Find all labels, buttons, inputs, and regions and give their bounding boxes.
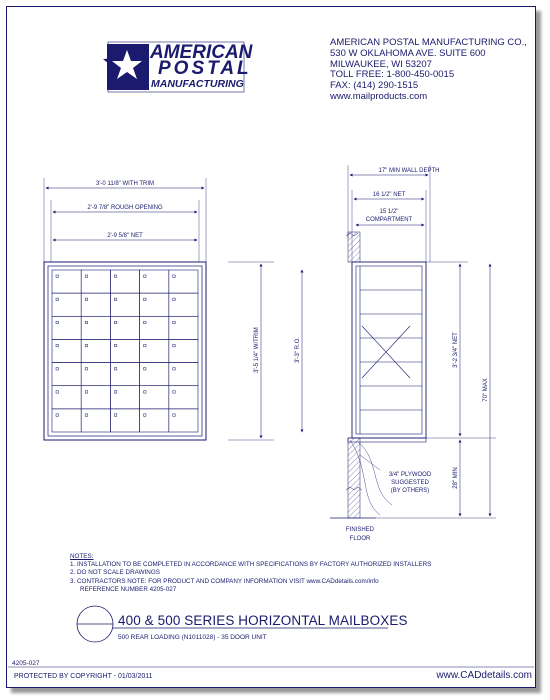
mailbox-door [110, 363, 139, 386]
finished-floor-line1: FINISHED [345, 527, 375, 533]
side-view [330, 165, 496, 518]
door-lock-icon [56, 275, 58, 277]
plywood-note-line1: 3/4" PLYWOOD [388, 472, 432, 478]
mailbox-door [169, 363, 198, 386]
mailbox-door [110, 386, 139, 409]
mailbox-door [52, 293, 81, 316]
caddetails-website[interactable]: www.CADdetails.com [436, 670, 532, 681]
note-item-2: 2. DO NOT SCALE DRAWINGS [70, 569, 160, 577]
door-lock-icon [144, 414, 146, 416]
dim-rough-opening: 2'-9 7/8" ROUGH OPENING [87, 205, 163, 211]
door-lock-icon [173, 275, 175, 277]
door-lock-icon [173, 321, 175, 323]
door-lock-icon [144, 344, 146, 346]
door-lock-icon [144, 298, 146, 300]
mailbox-door [110, 270, 139, 293]
door-lock-icon [173, 298, 175, 300]
company-website[interactable]: www.mailproducts.com [330, 90, 428, 102]
door-lock-icon [144, 391, 146, 393]
door-lock-icon [114, 414, 116, 416]
door-lock-icon [173, 368, 175, 370]
mailbox-door [140, 293, 169, 316]
door-lock-icon [56, 298, 58, 300]
dim-compartment-label: COMPARTMENT [365, 217, 413, 223]
door-lock-icon [56, 368, 58, 370]
door-lock-icon [85, 368, 87, 370]
logo-line-american: AMERICAN [150, 42, 253, 63]
mailbox-door [169, 270, 198, 293]
mailbox-door [52, 316, 81, 339]
mailbox-door [140, 270, 169, 293]
drawing-subtitle: 500 REAR LOADING (N1011028) - 35 DOOR UNIT [118, 634, 267, 641]
dim-rough-opening-height: 3'-3" R.O. [295, 337, 301, 363]
mailbox-door [52, 363, 81, 386]
mailbox-door [169, 409, 198, 432]
mailbox-door [52, 339, 81, 362]
mailbox-door [52, 409, 81, 432]
mailbox-door [81, 293, 110, 316]
dim-height-with-trim: 3'-5 1/4" W/TRIM [254, 327, 260, 373]
logo-line-postal: POSTAL [158, 58, 252, 79]
dim-with-trim: 3'-0 11/8" WITH TRIM [95, 181, 155, 187]
mailbox-door [169, 293, 198, 316]
mailbox-door [52, 386, 81, 409]
door-lock-icon [173, 414, 175, 416]
door-lock-icon [56, 414, 58, 416]
notes-heading: NOTES: [70, 553, 94, 560]
company-address-line1: 530 W OKLAHOMA AVE. SUITE 600 [330, 47, 486, 59]
dim-net-width: 2'-9 5/8" NET [107, 233, 143, 239]
mailbox-door [140, 316, 169, 339]
mailbox-door [81, 386, 110, 409]
mailbox-door [140, 386, 169, 409]
mailbox-door [81, 270, 110, 293]
front-view [44, 178, 302, 440]
door-lock-icon [144, 275, 146, 277]
mailbox-door [81, 339, 110, 362]
door-lock-icon [114, 344, 116, 346]
mailbox-door [140, 409, 169, 432]
copyright-notice: PROTECTED BY COPYRIGHT - 01/03/2011 [14, 673, 153, 680]
door-lock-icon [144, 321, 146, 323]
mailbox-door [81, 316, 110, 339]
dim-min-height: 28" MIN [453, 467, 459, 489]
door-lock-icon [85, 344, 87, 346]
mailbox-door [52, 270, 81, 293]
door-lock-icon [85, 391, 87, 393]
logo-line-manufacturing: MANUFACTURING [151, 78, 244, 90]
company-name: AMERICAN POSTAL MANUFACTURING CO., [330, 37, 527, 48]
note-item-1: 1. INSTALLATION TO BE COMPLETED IN ACCORDANCE WITH SPECIFICATIONS BY FACTORY AUTHORIZED INSTALLERS [70, 561, 432, 569]
door-lock-icon [85, 414, 87, 416]
mailbox-door [110, 409, 139, 432]
mailbox-door [110, 316, 139, 339]
door-lock-icon [173, 344, 175, 346]
mailbox-door [169, 339, 198, 362]
dim-net-height: 3'-2 3/4" NET [453, 332, 459, 368]
door-lock-icon [85, 298, 87, 300]
finished-floor-line2: FLOOR [349, 536, 371, 542]
door-lock-icon [56, 321, 58, 323]
door-lock-icon [56, 391, 58, 393]
door-lock-icon [114, 321, 116, 323]
door-lock-icon [56, 344, 58, 346]
mailbox-door [140, 339, 169, 362]
mailbox-door [81, 409, 110, 432]
door-lock-icon [144, 368, 146, 370]
door-lock-icon [173, 391, 175, 393]
mailbox-door [169, 386, 198, 409]
drawing-code: 4205-027 [12, 660, 40, 667]
dim-wall-depth: 17" MIN WALL DEPTH [378, 168, 440, 174]
door-lock-icon [85, 321, 87, 323]
mailbox-door [110, 339, 139, 362]
notes-section [70, 553, 431, 594]
drawing-title: 400 & 500 SERIES HORIZONTAL MAILBOXES [118, 613, 408, 628]
note-item-3: 3. CONTRACTORS NOTE: FOR PRODUCT AND COMPANY INFORMATION VISIT www.CADdetails.com/info [70, 577, 379, 585]
door-lock-icon [114, 298, 116, 300]
dim-net-depth: 16 1/2" NET [372, 192, 406, 198]
door-lock-icon [114, 368, 116, 370]
door-lock-icon [114, 275, 116, 277]
mailbox-door [140, 363, 169, 386]
plywood-note-line3: (BY OTHERS) [390, 488, 430, 494]
company-address-line2: MILWAUKEE, WI 53207 [330, 58, 432, 70]
door-lock-icon [85, 275, 87, 277]
plywood-note-line2: SUGGESTED [391, 480, 429, 486]
mailbox-door [110, 293, 139, 316]
company-phone: TOLL FREE: 1-800-450-0015 [330, 69, 455, 81]
mailbox-door [81, 363, 110, 386]
company-fax: FAX: (414) 290-1515 [330, 80, 419, 92]
mailbox-door [169, 316, 198, 339]
dim-compartment-value: 15 1/2" [379, 209, 399, 215]
dim-max-height: 70" MAX [483, 378, 489, 402]
reference-number: REFERENCE NUMBER 4205-027 [80, 585, 177, 593]
door-lock-icon [114, 391, 116, 393]
